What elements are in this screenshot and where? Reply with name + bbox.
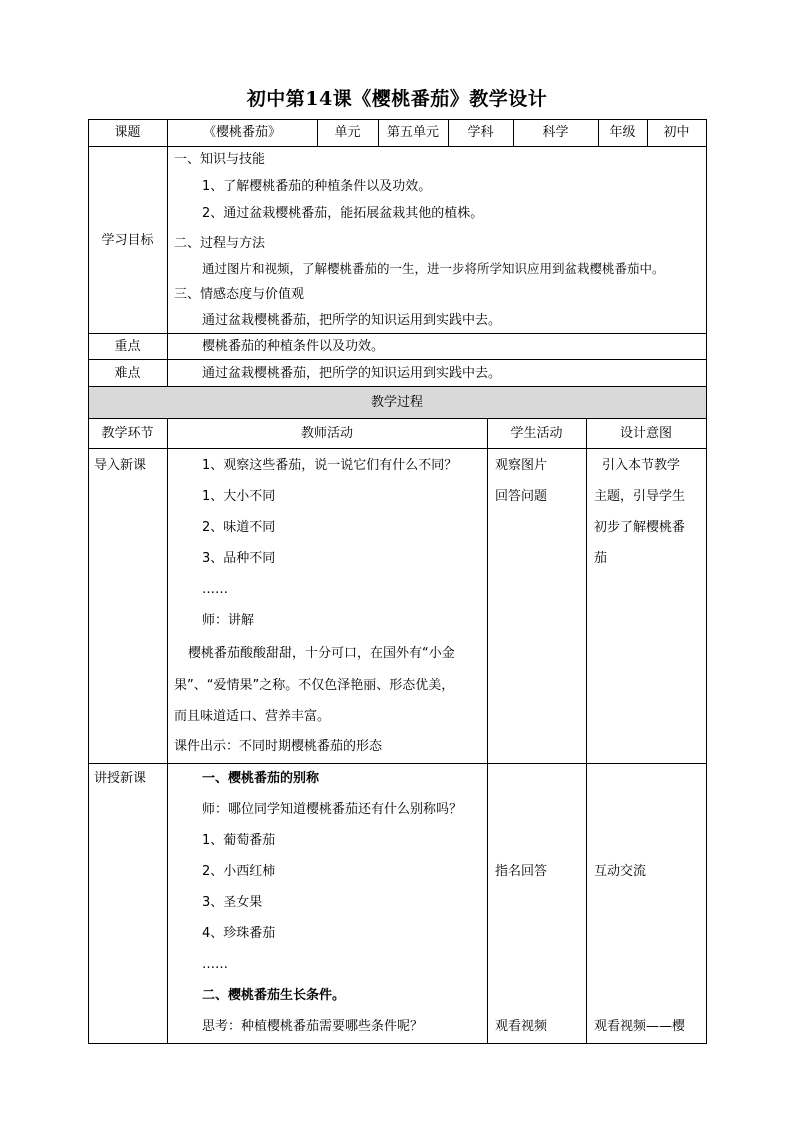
- intro-teacher-line-8: 果”、“爱情果”之称。不仅色泽艳丽、形态优美，: [174, 678, 455, 693]
- topic-value: 《樱桃番茄》: [202, 125, 281, 140]
- column-header-teacher: 教师活动: [300, 426, 353, 441]
- lecture-intent-line-2: 观看视频——樱: [594, 1019, 686, 1034]
- objective-item-3: 通过图片和视频，了解樱桃番茄的一生，进一步将所学知识应用到盆栽樱桃番茄中。: [202, 261, 665, 276]
- lecture-teacher-line-7: ……: [202, 957, 228, 972]
- lecture-teacher-line-9: 思考：种植樱桃番茄需要哪些条件呢？: [202, 1019, 424, 1034]
- difficulty-text: 通过盆栽樱桃番茄，把所学的知识运用到实践中去。: [202, 366, 502, 381]
- column-header-intent: 设计意图: [619, 426, 672, 441]
- label-unit: 单元: [334, 125, 361, 140]
- subject-value: 科学: [542, 125, 569, 140]
- document-title: 初中第14课《樱桃番茄》教学设计: [246, 88, 548, 110]
- stage-lecture: 讲授新课: [94, 771, 147, 786]
- stage-intro: 导入新课: [94, 458, 147, 473]
- intro-student-line-1: 观察图片: [495, 458, 548, 473]
- intro-teacher-line-5: ……: [202, 582, 228, 597]
- lecture-teacher-line-6: 4、珍珠番茄: [202, 926, 276, 941]
- label-difficulty: 难点: [114, 366, 141, 381]
- lecture-teacher-line-1: 一、樱桃番茄的别称: [202, 771, 320, 786]
- objective-item-1: 1、了解樱桃番茄的种植条件以及功效。: [202, 179, 432, 194]
- intro-intent-line-2: 主题，引导学生: [594, 489, 686, 504]
- label-subject: 学科: [467, 125, 494, 140]
- intro-intent-line-4: 茄: [594, 551, 608, 566]
- label-topic: 课题: [114, 125, 141, 140]
- objective-item-2: 2、通过盆栽樱桃番茄，能拓展盆栽其他的植株。: [202, 206, 484, 221]
- intro-teacher-line-9: 而且味道适口、营养丰富。: [174, 709, 331, 724]
- grade-value: 初中: [663, 125, 690, 140]
- process-header: 教学过程: [370, 395, 423, 410]
- lecture-teacher-line-2: 师：哪位同学知道樱桃番茄还有什么别称吗？: [202, 802, 463, 817]
- intro-student-line-2: 回答问题: [495, 489, 548, 504]
- lecture-teacher-line-4: 2、小西红柿: [202, 864, 276, 879]
- unit-value: 第五单元: [386, 125, 439, 140]
- intro-teacher-line-3: 2、味道不同: [202, 520, 276, 535]
- lecture-teacher-line-3: 1、葡萄番茄: [202, 833, 276, 848]
- intro-teacher-line-2: 1、大小不同: [202, 489, 276, 504]
- column-header-stage: 教学环节: [101, 426, 154, 441]
- lecture-student-line-1: 指名回答: [495, 864, 548, 879]
- key-point-text: 樱桃番茄的种植条件以及功效。: [202, 339, 385, 354]
- lecture-teacher-line-8: 二、樱桃番茄生长条件。: [202, 988, 346, 1003]
- objective-heading-2: 二、过程与方法: [174, 236, 266, 251]
- lecture-teacher-line-5: 3、圣女果: [202, 895, 263, 910]
- column-header-student: 学生活动: [510, 426, 563, 441]
- objective-heading-3: 三、情感态度与价值观: [174, 287, 305, 302]
- lecture-student-line-2: 观看视频: [495, 1019, 548, 1034]
- objective-item-4: 通过盆栽樱桃番茄，把所学的知识运用到实践中去。: [202, 313, 502, 328]
- label-objectives: 学习目标: [101, 233, 154, 248]
- intro-teacher-line-7: 樱桃番茄酸酸甜甜，十分可口，在国外有“小金: [188, 646, 455, 661]
- objective-heading-1: 一、知识与技能: [174, 152, 266, 167]
- intro-intent-line-1: 引入本节教学: [602, 458, 681, 473]
- intro-teacher-line-6: 师：讲解: [202, 613, 255, 628]
- lecture-intent-line-1: 互动交流: [594, 864, 647, 879]
- intro-teacher-line-1: 1、观察这些番茄，说一说它们有什么不同？: [202, 458, 458, 473]
- label-grade: 年级: [609, 125, 636, 140]
- intro-teacher-line-10: 课件出示：不同时期樱桃番茄的形态: [174, 739, 383, 754]
- intro-teacher-line-4: 3、品种不同: [202, 551, 276, 566]
- label-key-point: 重点: [114, 339, 141, 354]
- intro-intent-line-3: 初步了解樱桃番: [594, 520, 686, 535]
